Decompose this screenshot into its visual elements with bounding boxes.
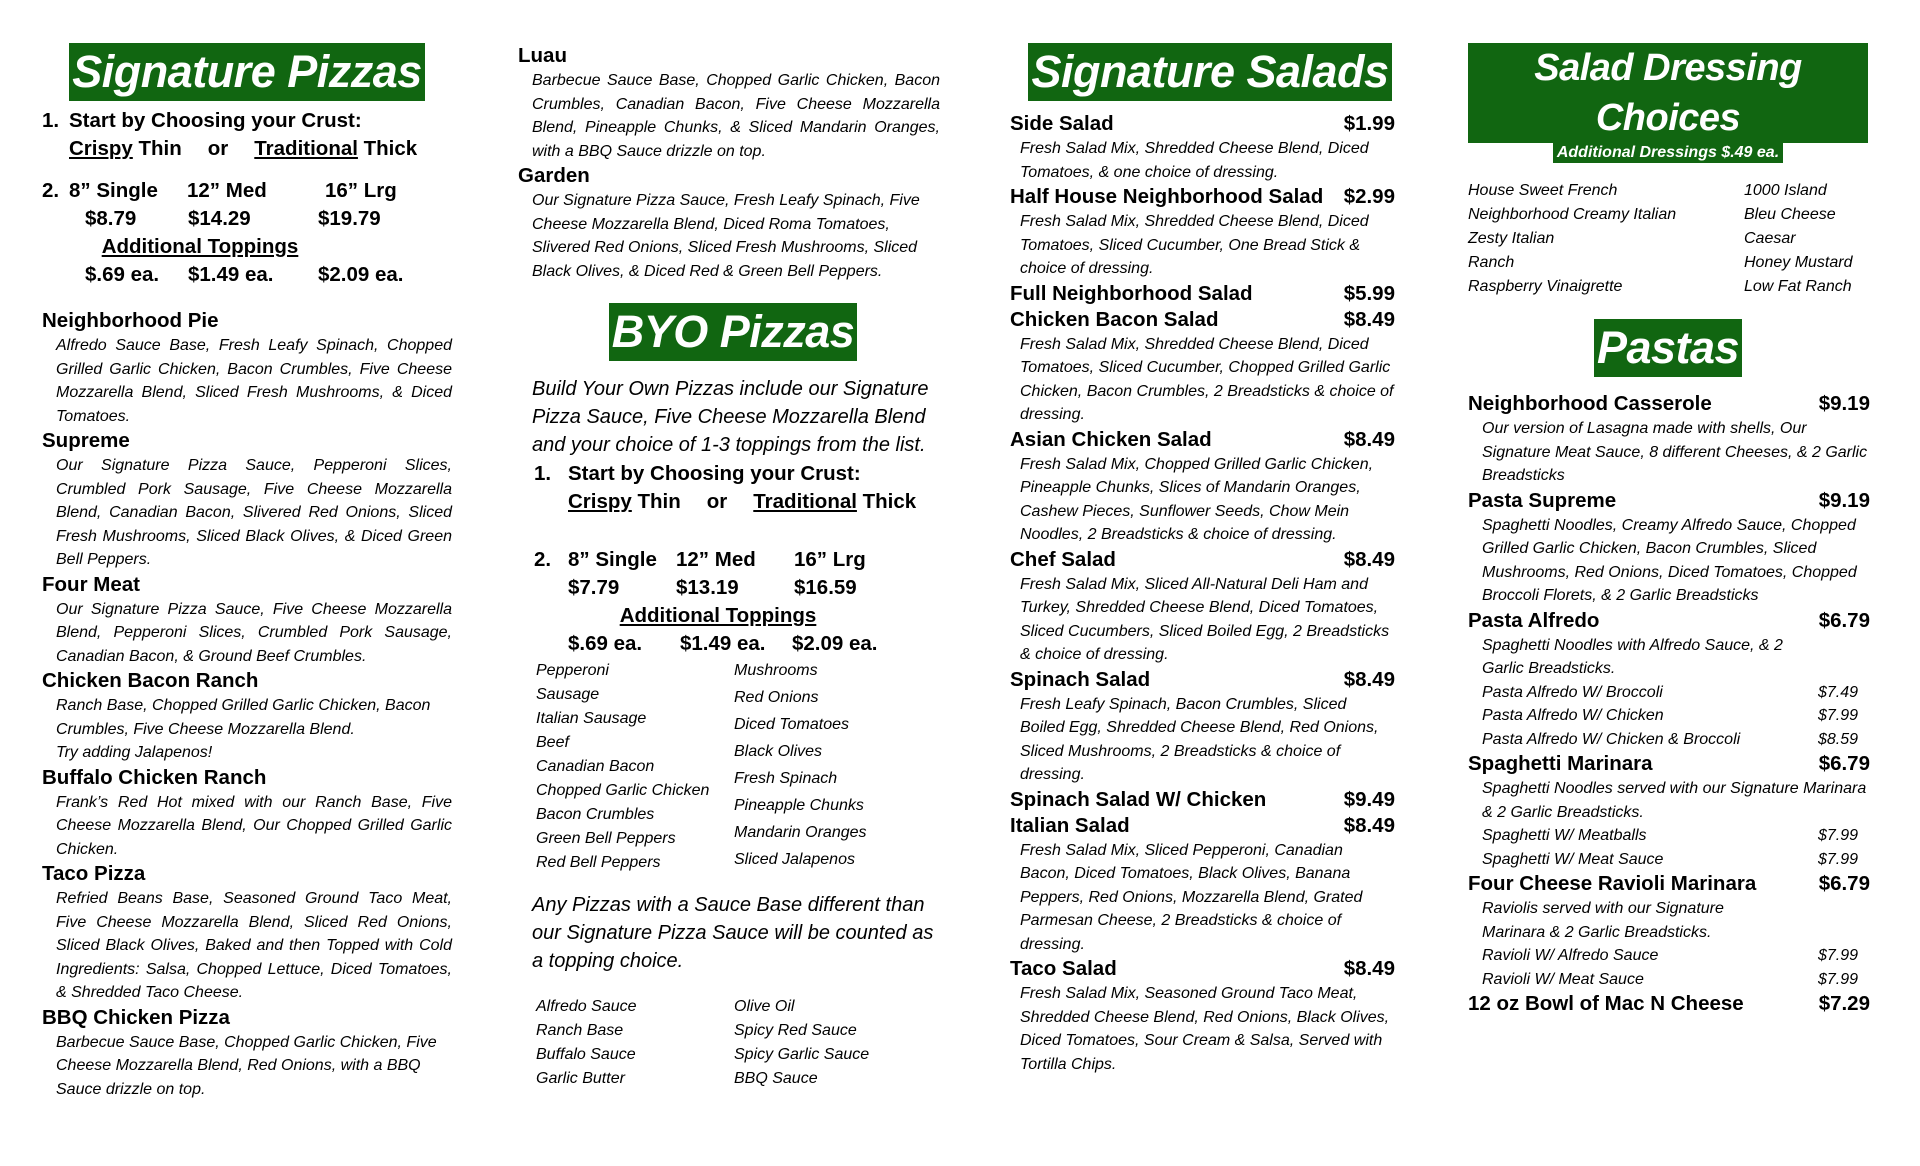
sauce-note: Any Pizzas with a Sauce Base different than our Signature Pizza Sauce will be counted as a topping choice. [532,894,934,972]
size-single: 8” Single [69,179,158,202]
pizza-name: Buffalo Chicken Ranch [42,765,267,789]
size-single: 8” Single [568,548,657,571]
step-label: Start by Choosing your Crust: [568,462,861,485]
salad-name: Chicken Bacon Salad [1010,307,1219,331]
topping-item: Chopped Garlic Chicken [536,782,710,799]
salad-name: Spinach Salad [1010,667,1151,691]
signature-pizzas-title: Signature Pizzas [69,43,425,101]
salad-description: Fresh Salad Mix, Shredded Cheese Blend, Diced Tomatoes, Sliced Cucumber, Chopped Grilled Garlic Chicken, Bacon Crumbles, 2 Breadsticks & choice of dressing. [1020,335,1394,423]
size-lrg: 16” Lrg [325,179,397,202]
topping-item: Mushrooms [734,662,818,679]
topping-item: Fresh Spinach [734,770,838,787]
salad-description: Fresh Leafy Spinach, Bacon Crumbles, Sliced Boiled Egg, Shredded Cheese Blend, Red Onions, Sliced Mushrooms, 2 Breadsticks & choice of dressing. [1020,695,1379,783]
dressing-item: 1000 Island [1744,182,1827,199]
pizza-description: Our Signature Pizza Sauce, Five Cheese Mozzarella Blend, Pepperoni Slices, Crumbled Pork Sausage, Canadian Bacon, & Ground Beef Crumbles. [56,600,452,665]
salad-price: $8.49 [1343,307,1395,331]
salad-price: $8.49 [1343,957,1395,980]
pasta-header [1468,608,1870,634]
topping-item: Green Bell Peppers [536,830,676,847]
size-step [42,177,452,205]
crust-step [42,107,452,135]
salad-header [1010,787,1395,813]
byo-pizzas-column [518,0,948,1091]
pasta-item [1468,608,1870,752]
pizza-description: Our Signature Pizza Sauce, Fresh Leafy Spinach, Five Cheese Mozzarella Blend, Diced Roma Tomatoes, Slivered Red Onions, Sliced Fresh Mushrooms, Sliced Black Olives, & Diced Red & Green Bell Peppers. [532,192,920,280]
pasta-description: Our version of Lasagna made with shells, Our Signature Meat Sauce, 8 different Cheeses, & 2 Garlic Breadsticks [1482,420,1868,484]
pizza-item-luau [518,43,948,163]
byo-sauces-list [536,995,948,1091]
price-single: $7.79 [568,576,620,599]
topping-price-med: $1.49 ea. [680,632,766,655]
pizza-item [42,861,452,1005]
signature-pizza-list [42,308,452,1101]
signature-pizzas-heading-wrap [42,43,452,101]
step-number: 2. [534,548,552,571]
pizza-item [42,428,452,572]
dressings-left [1468,179,1744,299]
toppings-left [536,659,734,875]
pizza-item [42,765,452,862]
salad-name: Side Salad [1010,112,1114,135]
price-med: $14.29 [188,207,251,230]
salad-price: $2.99 [1343,185,1395,208]
salad-description: Fresh Salad Mix, Sliced All-Natural Deli Ham and Turkey, Shredded Cheese Blend, Diced Tomatoes, Sliced Cucumbers, Sliced Boiled Egg, 2 Breadsticks & choice of dressing. [1020,575,1390,663]
topping-item: Sausage [536,686,600,703]
pasta-name: Pasta Alfredo [1468,608,1600,632]
salad-description: Fresh Salad Mix, Shredded Cheese Blend, Diced Tomatoes, & one choice of dressing. [1020,140,1369,181]
salad-item [1010,281,1395,307]
sauce-item: Spicy Garlic Sauce [734,1046,870,1063]
pasta-name: Neighborhood Casserole [1468,392,1712,415]
crust-or: or [207,137,229,160]
step-number: 2. [42,179,60,202]
sauce-item: Spicy Red Sauce [734,1022,857,1039]
topping-item: Bacon Crumbles [536,806,655,823]
topping-prices [42,261,452,289]
pasta-item [1468,751,1870,871]
salad-item [1010,547,1395,667]
topping-item: Mandarin Oranges [734,824,867,841]
pasta-header [1468,751,1870,777]
sauce-item: Olive Oil [734,998,795,1015]
pasta-name: Four Cheese Ravioli Marinara [1468,872,1757,895]
pasta-list [1468,391,1870,1017]
topping-item: Pineapple Chunks [734,797,864,814]
additional-toppings-label: Additional Toppings [101,235,299,258]
crust-traditional-thick: Traditional Thick [753,490,917,513]
pizza-description: Refried Beans Base, Seasoned Ground Taco Meat, Five Cheese Mozzarella Blend, Sliced Red Onions, Sliced Black Olives, Baked and then Topped with Cold Ingredients: Salsa, Chopped Lettuce, Diced Tomatoes, & Shredded Taco Cheese. [56,890,452,1001]
dressing-item: Neighborhood Creamy Italian [1468,206,1677,223]
topping-price-lrg: $2.09 ea. [792,632,878,655]
salad-item [1010,184,1395,281]
pasta-header [1468,488,1870,514]
topping-item: Pepperoni [536,662,609,679]
step-number: 1. [534,462,552,485]
salad-price: $8.49 [1343,667,1395,691]
salad-name: Chef Salad [1010,547,1116,571]
topping-price-single: $.69 ea. [568,632,643,655]
pasta-variant: Spaghetti W/ Meatballs $7.99 [1482,827,1858,844]
topping-price-lrg: $2.09 ea. [318,263,404,286]
pizza-name: Supreme [42,429,130,452]
pasta-price: $9.19 [1818,488,1870,512]
price-lrg: $16.59 [794,576,857,599]
pizza-name: Garden [518,164,590,187]
byo-size-step [518,546,948,574]
pastas-title: Pastas [1594,319,1742,377]
pizza-description: Frank’s Red Hot mixed with our Ranch Base, Five Cheese Mozzarella Blend, Our Chopped Grilled Garlic Chicken. [56,793,452,858]
dressings-subtitle-wrap [1468,143,1868,163]
pizza-item [42,572,452,669]
pasta-description: Spaghetti Noodles, Creamy Alfredo Sauce, Chopped Grilled Garlic Chicken, Bacon Crumbles, Sliced Mushrooms, Red Onions, Diced Tomatoes, Chopped Broccoli Florets, & 2 Garlic Breadsticks [1482,516,1857,604]
pizza-description: Barbecue Sauce Base, Chopped Garlic Chicken, Five Cheese Mozzarella Blend, Red Onions, with a BBQ Sauce drizzle on top. [56,1033,437,1098]
signature-pizzas-column [42,0,452,1101]
byo-size-prices [518,574,948,602]
sauce-item: Ranch Base [536,1022,624,1039]
byo-topping-prices [518,630,948,658]
pasta-price: $9.19 [1818,392,1870,415]
salad-price: $9.49 [1343,787,1395,811]
salad-header [1010,427,1395,453]
crust-crispy-thin: Crispy Thin [568,490,681,513]
pasta-price: $7.29 [1818,992,1870,1015]
topping-item: Black Olives [734,743,823,760]
salad-description: Fresh Salad Mix, Sliced Pepperoni, Canadian Bacon, Diced Tomatoes, Black Olives, Banana Peppers, Red Onions, Mozzarella Blend, Grated Parmesan Cheese, 2 Breadsticks & choice of dressing. [1020,841,1363,953]
pasta-price: $6.79 [1818,752,1870,775]
byo-additional-toppings-label: Additional Toppings [619,604,817,627]
topping-price-single: $.69 ea. [85,263,160,286]
pasta-description: Raviolis served with our Signature Marinara & 2 Garlic Breadsticks. [1482,900,1724,941]
salad-header [1010,956,1395,982]
salad-name: Taco Salad [1010,957,1117,980]
sauce-item: Garlic Butter [536,1070,625,1087]
pizza-description: Our Signature Pizza Sauce, Pepperoni Slices, Crumbled Pork Sausage, Five Cheese Mozzarella Blend, Canadian Bacon, Slivered Red Onions, Sliced Fresh Mushrooms, Sliced Black Olives, & Diced Green Bell Peppers. [56,457,452,568]
toppings-right [734,659,867,875]
sauces-left [536,995,734,1091]
salad-header [1010,281,1395,307]
salad-item [1010,787,1395,813]
dressing-item: House Sweet French [1468,182,1618,199]
pasta-variant: Ravioli W/ Alfredo Sauce $7.99 [1482,947,1858,964]
size-prices [42,205,452,233]
topping-item: Canadian Bacon [536,758,655,775]
pasta-name: Spaghetti Marinara [1468,752,1653,775]
topping-item: Red Bell Peppers [536,854,661,871]
pasta-variant: Pasta Alfredo W/ Broccoli $7.49 [1482,683,1858,701]
byo-crust-step [518,460,948,488]
dressing-item: Low Fat Ranch [1744,278,1852,295]
salad-price: $8.49 [1343,427,1395,451]
step-number: 1. [42,109,60,132]
salad-header [1010,184,1395,210]
salad-item [1010,667,1395,787]
salad-item [1010,427,1395,547]
size-lrg: 16” Lrg [794,548,866,571]
salad-price: $5.99 [1343,281,1395,305]
salad-name: Spinach Salad W/ Chicken [1010,787,1267,811]
salad-header [1010,307,1395,333]
price-lrg: $19.79 [318,207,381,230]
pasta-item [1468,391,1870,488]
dressing-item: Ranch [1468,254,1515,271]
pizza-name: Neighborhood Pie [42,309,219,332]
pizza-name: Four Meat [42,572,140,596]
salad-list [1010,111,1395,1076]
pasta-name: 12 oz Bowl of Mac N Cheese [1468,992,1744,1015]
topping-price-med: $1.49 ea. [188,263,274,286]
price-single: $8.79 [85,207,137,230]
salad-item [1010,813,1395,957]
salad-price: $8.49 [1343,547,1395,571]
sauce-item: BBQ Sauce [734,1070,818,1087]
pasta-item [1468,871,1870,991]
dressings-title: Salad Dressing Choices [1468,43,1868,143]
salad-header [1010,813,1395,839]
pasta-item [1468,991,1870,1017]
dressing-item: Raspberry Vinaigrette [1468,278,1623,295]
pasta-header [1468,391,1870,417]
pasta-item [1468,488,1870,608]
salad-name: Asian Chicken Salad [1010,427,1212,451]
pasta-header [1468,871,1870,897]
dressing-item: Bleu Cheese [1744,206,1836,223]
pasta-variant: Ravioli W/ Meat Sauce $7.99 [1482,970,1858,988]
dressings-right [1744,179,1853,299]
pizza-note: Try adding Jalapenos! [56,744,213,761]
salad-header [1010,667,1395,693]
dressing-item: Zesty Italian [1468,230,1555,247]
sauce-item: Buffalo Sauce [536,1046,636,1063]
crust-crispy-thin: Crispy Thin [69,137,182,160]
dressings-pastas-column [1468,0,1878,1017]
pastas-heading-wrap [1468,319,1868,377]
pizza-name: Luau [518,44,567,67]
crust-options [42,135,452,163]
sauces-right [734,995,869,1091]
salad-price: $1.99 [1343,112,1395,135]
dressings-subtitle: Additional Dressings $.49 ea. [1553,143,1783,163]
salad-name: Italian Salad [1010,813,1130,837]
salad-header [1010,111,1395,137]
pasta-price: $6.79 [1818,608,1870,632]
size-med: 12” Med [676,548,756,571]
dressing-item: Caesar [1744,230,1796,247]
pasta-header [1468,991,1870,1017]
pasta-description: Spaghetti Noodles with Alfredo Sauce, & 2 Garlic Breadsticks. [1482,636,1783,677]
pizza-name: BBQ Chicken Pizza [42,1005,230,1029]
topping-item: Red Onions [734,689,819,706]
byo-toppings-list [536,659,948,875]
topping-item: Italian Sausage [536,710,647,727]
size-med: 12” Med [187,179,267,202]
salad-item [1010,956,1395,1076]
pizza-item [42,1005,452,1102]
byo-heading-wrap [518,303,948,361]
pasta-price: $6.79 [1818,872,1870,895]
pasta-name: Pasta Supreme [1468,488,1617,512]
byo-pizzas-title: BYO Pizzas [609,303,858,361]
salad-description: Fresh Salad Mix, Chopped Grilled Garlic Chicken, Pineapple Chunks, Slices of Mandarin Oranges, Cashew Pieces, Sunflower Seeds, Chow Mein Noodles, 2 Breadsticks & choice of dressing. [1020,455,1374,543]
crust-or: or [706,490,728,513]
salad-item [1010,307,1395,427]
topping-item: Sliced Jalapenos [734,851,855,868]
topping-item: Diced Tomatoes [734,716,850,733]
salad-description: Fresh Salad Mix, Shredded Cheese Blend, Diced Tomatoes, Sliced Cucumber, One Bread Stick & choice of dressing. [1020,213,1369,277]
crust-traditional-thick: Traditional Thick [254,137,418,160]
pizza-description: Ranch Base, Chopped Grilled Garlic Chicken, Bacon Crumbles, Five Cheese Mozzarella Blend. [56,697,431,738]
pasta-variant: Pasta Alfredo W/ Chicken & Broccoli $8.59 [1482,730,1858,748]
dressings-list [1468,179,1878,299]
salad-item [1010,111,1395,184]
pizza-item-garden [518,163,948,283]
pasta-description: Spaghetti Noodles served with our Signature Marinara & 2 Garlic Breadsticks. [1482,780,1867,821]
pizza-name: Taco Pizza [42,862,146,885]
step-label: Start by Choosing your Crust: [69,109,362,132]
pasta-variant: Pasta Alfredo W/ Chicken $7.99 [1482,707,1858,724]
byo-intro: Build Your Own Pizzas include our Signature Pizza Sauce, Five Cheese Mozzarella Blend and your choice of 1-3 toppings from the list. [532,378,929,456]
pizza-item [42,308,452,428]
salad-header [1010,547,1395,573]
salad-description: Fresh Salad Mix, Seasoned Ground Taco Meat, Shredded Cheese Blend, Red Onions, Black Olives, Diced Tomatoes, Sour Cream & Salsa, Served with Tortilla Chips. [1020,985,1390,1073]
dressings-heading-wrap [1468,43,1868,143]
salad-price: $8.49 [1343,813,1395,837]
dressing-item: Honey Mustard [1744,254,1853,271]
signature-salads-title: Signature Salads [1028,43,1391,101]
salad-name: Full Neighborhood Salad [1010,281,1253,305]
pizza-description: Alfredo Sauce Base, Fresh Leafy Spinach, Chopped Grilled Garlic Chicken, Bacon Crumbles, Five Cheese Mozzarella Blend, Sliced Fresh Mushrooms, & Diced Tomatoes. [56,337,452,425]
pizza-description: Barbecue Sauce Base, Chopped Garlic Chicken, Bacon Crumbles, Canadian Bacon, Five Cheese Mozzarella Blend, Pineapple Chunks, & Sliced Mandarin Oranges, with a BBQ Sauce drizzle on top. [532,72,940,160]
signature-salads-column [1010,0,1395,1076]
pasta-variant: Spaghetti W/ Meat Sauce $7.99 [1482,850,1858,868]
pizza-name: Chicken Bacon Ranch [42,669,259,692]
topping-item: Beef [536,734,569,751]
pizza-item [42,668,452,765]
salad-name: Half House Neighborhood Salad [1010,185,1324,208]
salads-heading-wrap [1010,43,1410,101]
byo-crust-options [518,488,948,516]
sauce-item: Alfredo Sauce [536,998,637,1015]
price-med: $13.19 [676,576,739,599]
